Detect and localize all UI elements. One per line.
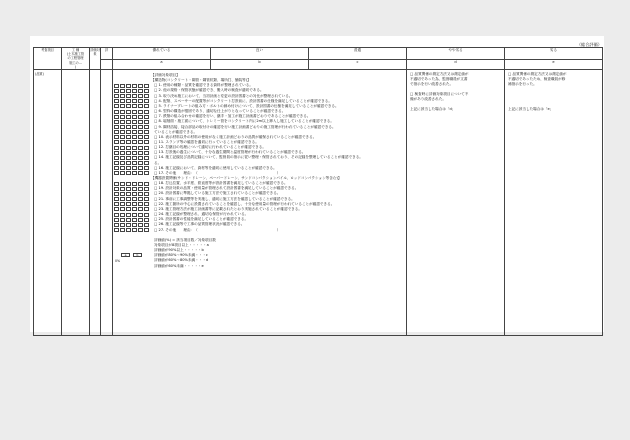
evaluation-checkbox[interactable]	[132, 84, 137, 88]
evaluation-checkbox[interactable]	[120, 213, 125, 217]
evaluation-checkbox[interactable]	[138, 182, 143, 186]
scoring-line: 評価値が90%以上・・・・・b	[154, 248, 204, 253]
criteria-item: □ 2. 他の規格・保管状態が確認でき、搬入時の検査が適切である。	[154, 88, 264, 93]
evaluation-checkbox[interactable]	[120, 156, 125, 160]
evaluation-checkbox[interactable]	[114, 94, 119, 98]
grade-below: やや劣る	[407, 48, 505, 60]
grade-e-line: 補指示を行った。	[508, 82, 537, 87]
evaluation-checkbox[interactable]	[132, 161, 137, 165]
evaluation-checkbox[interactable]	[114, 213, 119, 217]
evaluation-checkbox[interactable]	[144, 151, 149, 155]
evaluation-checkbox[interactable]	[132, 151, 137, 155]
evaluation-checkbox[interactable]	[114, 192, 119, 196]
row-label: (品質)	[35, 72, 44, 77]
evaluation-checkbox[interactable]	[126, 207, 131, 211]
evaluation-checkbox[interactable]	[138, 89, 143, 93]
evaluation-checkbox[interactable]	[114, 151, 119, 155]
evaluation-checkbox[interactable]	[132, 130, 137, 134]
evaluation-checkbox[interactable]	[120, 187, 125, 191]
criteria-item: □ 23. 施工管理方法が施工計画書等に記載されたとおり実施されていることが確認できる。	[154, 206, 302, 211]
evaluation-checkbox[interactable]	[126, 182, 131, 186]
evaluation-checkbox[interactable]	[144, 202, 149, 206]
evaluation-checkbox[interactable]	[144, 84, 149, 88]
evaluation-checkbox[interactable]	[126, 171, 131, 175]
evaluation-checkbox[interactable]	[132, 218, 137, 222]
evaluation-checkbox[interactable]	[138, 192, 143, 196]
evaluation-checkbox[interactable]	[144, 213, 149, 217]
evaluation-checkbox[interactable]	[114, 187, 119, 191]
grade-avg: 普通	[309, 48, 407, 60]
grade-e-line: 不適切であったため、検査職員が修	[508, 77, 566, 82]
evaluation-checkbox[interactable]	[120, 197, 125, 201]
evaluation-checkbox[interactable]	[144, 218, 149, 222]
evaluation-checkbox[interactable]	[114, 228, 119, 232]
evaluation-checkbox[interactable]	[114, 130, 119, 134]
evaluation-checkbox[interactable]	[138, 130, 143, 134]
evaluation-checkbox[interactable]	[126, 197, 131, 201]
scoring-line: 評価値が80%～90%未満・・・c	[154, 253, 208, 258]
grade-bad: 劣る	[505, 48, 603, 60]
evaluation-checkbox[interactable]	[144, 135, 149, 139]
evaluation-checkbox[interactable]	[144, 115, 149, 119]
evaluation-checkbox[interactable]	[126, 115, 131, 119]
criteria-item: □ 11. スランプ等の確認を適切に行っていることが確認できる。	[154, 139, 259, 144]
evaluation-checkbox[interactable]	[114, 207, 119, 211]
level-c: c	[309, 60, 407, 70]
evaluation-checkbox[interactable]	[120, 140, 125, 144]
header-category	[34, 48, 62, 70]
evaluation-checkbox[interactable]	[144, 140, 149, 144]
criteria-item: □ 24. 施工記録が整理され、適切な保管が行われている。	[154, 212, 249, 217]
evaluation-checkbox[interactable]	[126, 110, 131, 114]
row-work-type	[62, 70, 90, 336]
criteria-item: □ 6. 型枠の構造が強固であり、適切な仕上がりとなっていることが確認できる。	[154, 109, 286, 114]
evaluation-checkbox[interactable]	[120, 223, 125, 227]
evaluation-checkbox[interactable]	[120, 161, 125, 165]
criteria-item: □ 19. 設計対象の品質・使用量が管理されて設計図書を満足していることが確認できる。	[154, 186, 299, 191]
evaluation-checkbox[interactable]	[132, 120, 137, 124]
header-work-type	[62, 48, 90, 70]
evaluation-checkbox[interactable]	[120, 171, 125, 175]
row-category	[34, 70, 62, 336]
evaluation-checkbox[interactable]	[144, 110, 149, 114]
evaluation-checkbox[interactable]	[114, 197, 119, 201]
evaluation-checkbox[interactable]	[138, 84, 143, 88]
evaluation-checkbox[interactable]	[138, 223, 143, 227]
evaluation-checkbox[interactable]	[138, 187, 143, 191]
evaluation-checkbox[interactable]	[138, 197, 143, 201]
grade-d-criteria	[407, 70, 505, 336]
evaluation-checkbox[interactable]	[114, 104, 119, 108]
evaluation-checkbox[interactable]	[144, 125, 149, 129]
criteria-item: る。	[154, 160, 162, 165]
evaluation-checkbox[interactable]	[120, 99, 125, 103]
evaluation-checkbox[interactable]	[132, 146, 137, 150]
evaluation-checkbox[interactable]	[120, 151, 125, 155]
evaluation-checkbox[interactable]	[144, 104, 149, 108]
evaluation-checkbox[interactable]	[114, 171, 119, 175]
evaluation-table	[33, 47, 603, 336]
evaluation-checkbox[interactable]	[138, 115, 143, 119]
evaluation-checkbox[interactable]	[144, 99, 149, 103]
criteria-item: □ 25. 設計図書の性能を満足していることが確認できる。	[154, 217, 249, 222]
evaluation-checkbox[interactable]	[126, 151, 131, 155]
evaluation-checkbox[interactable]	[120, 125, 125, 129]
evaluation-checkbox[interactable]	[144, 223, 149, 227]
evaluation-checkbox[interactable]	[138, 166, 143, 170]
evaluation-checkbox[interactable]	[132, 89, 137, 93]
header-work-type-label: 工 種 (土木施工管 の工程管理 施工の... )	[66, 48, 85, 69]
row-eval	[101, 70, 113, 336]
criteria-item: □ 22. 施工箇所の中心に設置されていることを確認し、十分な使用量の管理が行われていることが確認できる。	[154, 201, 335, 206]
evaluation-checkbox[interactable]	[114, 125, 119, 129]
evaluation-checkbox[interactable]	[138, 207, 143, 211]
evaluation-checkbox[interactable]	[132, 197, 137, 201]
evaluation-checkbox[interactable]	[138, 171, 143, 175]
evaluation-checkbox[interactable]	[126, 228, 131, 232]
evaluation-checkbox[interactable]	[114, 218, 119, 222]
evaluation-checkbox[interactable]	[120, 120, 125, 124]
evaluation-checkbox[interactable]	[120, 115, 125, 119]
evaluation-checkbox[interactable]	[144, 130, 149, 134]
evaluation-checkbox[interactable]	[132, 125, 137, 129]
section-heading: 【機器設置関係(サンド・ドレーン、ペーパードレーン、サンドコンパクションパイル、ロッドコンパクション等含む)】	[151, 176, 342, 181]
evaluation-checkbox[interactable]	[120, 94, 125, 98]
level-d: d	[407, 60, 505, 70]
criteria-item: □ 18. 打込位置、水平度、鉛直度等が設計図書を満足していることが確認できる。	[154, 181, 288, 186]
criteria-item: □ 4. 配筋、スペーサーの配置等がコンクリート打設前に、設計図書の仕様を満足していることが確認できる。	[154, 98, 332, 103]
evaluation-checkbox[interactable]	[132, 223, 137, 227]
evaluation-checkbox[interactable]	[120, 228, 125, 232]
evaluation-checkbox[interactable]	[126, 218, 131, 222]
evaluation-checkbox[interactable]	[126, 125, 131, 129]
grade-good: 優れている	[113, 48, 211, 60]
evaluation-checkbox[interactable]	[114, 182, 119, 186]
evaluation-checkbox[interactable]	[120, 182, 125, 186]
level-e: e	[505, 60, 603, 70]
evaluation-checkbox[interactable]	[138, 110, 143, 114]
evaluation-checkbox[interactable]	[120, 135, 125, 139]
evaluation-checkbox[interactable]	[132, 94, 137, 98]
corner-note: （総合評価）	[576, 42, 602, 47]
criteria-cell	[113, 70, 407, 336]
evaluation-checkbox[interactable]	[138, 125, 143, 129]
criteria-item: □ 16. 施工記録において、資材等を適切に使用していることが確認できる。	[154, 165, 277, 170]
criteria-item: □ 1. 使用の種類・品質を確認できる資料が整理されている。	[154, 83, 253, 88]
evaluation-checkbox[interactable]	[126, 94, 131, 98]
evaluation-checkbox[interactable]	[138, 213, 143, 217]
evaluation-checkbox[interactable]	[126, 99, 131, 103]
criteria-item: □ 27. その他 理由：（ ）	[154, 227, 281, 232]
side-mark-percent: 0%	[115, 259, 121, 264]
criteria-item: □ 13. 打設後の養生について、十分な養生期間と温度管理が行われていることが確認できる。	[154, 150, 306, 155]
header-eval-value	[101, 60, 113, 70]
evaluation-checkbox[interactable]	[114, 89, 119, 93]
evaluation-checkbox[interactable]	[132, 104, 137, 108]
grade-d-line: □ 検査時に評価対象項目について不	[410, 92, 469, 97]
scoring-line: 評価値が60%～80%未満・・・d	[154, 258, 209, 263]
evaluation-checkbox[interactable]	[138, 202, 143, 206]
evaluation-checkbox[interactable]	[114, 146, 119, 150]
evaluation-checkbox[interactable]	[132, 228, 137, 232]
evaluation-checkbox[interactable]	[132, 213, 137, 217]
criteria-item: □ 21. 事前に工事調整等を実施し、適切に施工方法を確認していることが確認できる。	[154, 196, 295, 201]
criteria-item: ていることが確認できる。	[154, 129, 198, 134]
evaluation-checkbox[interactable]	[138, 218, 143, 222]
evaluation-checkbox[interactable]	[126, 135, 131, 139]
criteria-item: □ 9. 鋼材溶接、接合部品の取付けの確認を行い施工計画書どおりの施工管理が行われていることが確認できる。	[154, 124, 336, 129]
evaluation-checkbox[interactable]	[114, 140, 119, 144]
criteria-heading: 【評価対象項目】	[151, 73, 180, 78]
criteria-item: □ 17. その他 理由：（ ）	[154, 170, 281, 175]
section-heading: 【構造物(コンクリート・鋼管・鋼管杭類、場所打、舗装等)】	[151, 78, 251, 83]
evaluation-checkbox[interactable]	[144, 207, 149, 211]
evaluation-checkbox[interactable]	[138, 151, 143, 155]
evaluation-checkbox[interactable]	[120, 218, 125, 222]
evaluation-checkbox[interactable]	[120, 207, 125, 211]
checkbox-grid	[113, 70, 151, 335]
criteria-item: □ 12. 打継目の処理について適切に行われていることが確認できる。	[154, 145, 266, 150]
evaluation-checkbox[interactable]	[132, 135, 137, 139]
evaluation-checkbox[interactable]	[132, 187, 137, 191]
evaluation-checkbox[interactable]	[114, 161, 119, 165]
grade-d-text	[410, 72, 501, 112]
evaluation-checkbox[interactable]	[132, 207, 137, 211]
evaluation-checkbox[interactable]	[120, 130, 125, 134]
evaluation-checkbox[interactable]	[126, 192, 131, 196]
evaluation-checkbox[interactable]	[144, 166, 149, 170]
evaluation-checkbox[interactable]	[126, 166, 131, 170]
evaluation-checkbox[interactable]	[126, 89, 131, 93]
scoring-line: 対象項目が8項目以上・・・・・a	[154, 242, 209, 247]
criteria-item: □ 3. 取り決め施工において、当初計画と変更の設計図書との対比が整理されている。	[154, 93, 293, 98]
criteria-item: □ 26. 施工記録等で工事の品質管理状況が確認できる。	[154, 222, 245, 227]
evaluation-checkbox[interactable]	[132, 156, 137, 160]
evaluation-checkbox[interactable]	[138, 99, 143, 103]
evaluation-checkbox[interactable]	[114, 135, 119, 139]
evaluation-checkbox[interactable]	[138, 228, 143, 232]
evaluation-checkbox[interactable]	[138, 135, 143, 139]
evaluation-checkbox[interactable]	[120, 104, 125, 108]
evaluation-checkbox[interactable]	[126, 104, 131, 108]
header-eval: 評	[101, 48, 113, 60]
grade-d-line: □ 品質関係の測定方法又は測定値が	[410, 72, 469, 77]
evaluation-checkbox[interactable]	[120, 202, 125, 206]
evaluation-checkbox[interactable]	[114, 110, 119, 114]
evaluation-checkbox[interactable]	[126, 187, 131, 191]
grade-d-line: 備があり改善された。	[410, 97, 446, 102]
evaluation-checkbox[interactable]	[114, 115, 119, 119]
side-mark-b: b	[133, 253, 142, 257]
evaluation-checkbox[interactable]	[120, 84, 125, 88]
side-mark-a: a	[121, 253, 130, 257]
evaluation-checkbox[interactable]	[114, 84, 119, 88]
evaluation-checkbox[interactable]	[114, 120, 119, 124]
evaluation-checkbox[interactable]	[126, 120, 131, 124]
evaluation-checkbox[interactable]	[138, 161, 143, 165]
header-category-label: 考査項目	[41, 48, 54, 52]
grade-d-line: 不適切であった為、監督職員が文書	[410, 77, 468, 82]
evaluation-checkbox[interactable]	[120, 89, 125, 93]
scoring-line: 評価値が60%未満・・・・・e	[154, 263, 204, 268]
criteria-item: □ 14. 施工記録及び品質記録について、監督員の指示に従い整理・保管されており、その記録を整理していることが確認できる。	[154, 155, 363, 160]
evaluation-checkbox[interactable]	[132, 192, 137, 196]
evaluation-checkbox[interactable]	[144, 197, 149, 201]
evaluation-checkbox[interactable]	[144, 171, 149, 175]
criteria-item: □ 7. 鉄筋の組み合わせの確認を行い、継手・加工が施工計画書どおりであることが確認できる。	[154, 114, 311, 119]
evaluation-checkbox[interactable]	[126, 140, 131, 144]
grade-e-criteria	[505, 70, 603, 336]
evaluation-checkbox[interactable]	[144, 187, 149, 191]
evaluation-checkbox[interactable]	[132, 115, 137, 119]
criteria-item: □ 10. 表示材料以外の材料の使用がなく施工計画どおりの品質が確保されていることが確認できる。	[154, 134, 317, 139]
evaluation-checkbox[interactable]	[144, 94, 149, 98]
evaluation-checkbox[interactable]	[144, 156, 149, 160]
grade-fair: 良い	[211, 48, 309, 60]
evaluation-checkbox[interactable]	[138, 156, 143, 160]
evaluation-checkbox[interactable]	[144, 192, 149, 196]
evaluation-checkbox[interactable]	[120, 166, 125, 170]
evaluation-checkbox[interactable]	[132, 99, 137, 103]
evaluation-checkbox[interactable]	[144, 146, 149, 150]
grade-d-line: で指示を行い改善された。	[410, 82, 454, 87]
evaluation-checkbox[interactable]	[126, 223, 131, 227]
evaluation-checkbox[interactable]	[126, 130, 131, 134]
criteria-item: □ 8. 堀削面・施工面について、トレミー管をコンクリート内に2m以上挿入し施工していることが確認できる。	[154, 119, 334, 124]
evaluation-checkbox[interactable]	[126, 161, 131, 165]
evaluation-checkbox[interactable]	[144, 228, 149, 232]
evaluation-checkbox[interactable]	[120, 146, 125, 150]
row-target	[90, 70, 101, 336]
evaluation-checkbox[interactable]	[114, 99, 119, 103]
evaluation-checkbox[interactable]	[126, 84, 131, 88]
evaluation-checkbox[interactable]	[120, 110, 125, 114]
evaluation-checkbox[interactable]	[126, 213, 131, 217]
evaluation-checkbox[interactable]	[114, 202, 119, 206]
level-b: b	[211, 60, 309, 70]
level-a: a	[113, 60, 211, 70]
evaluation-checkbox[interactable]	[132, 202, 137, 206]
evaluation-checkbox[interactable]	[114, 166, 119, 170]
evaluation-checkbox[interactable]	[126, 156, 131, 160]
grade-e-text	[508, 72, 599, 112]
evaluation-checkbox[interactable]	[144, 161, 149, 165]
criteria-item: □ 5. ライナープレートの組み方・ボルトの締め付けについて、設計図書の仕様を満足していることが確認できる。	[154, 103, 339, 108]
evaluation-checkbox[interactable]	[126, 202, 131, 206]
evaluation-checkbox[interactable]	[138, 146, 143, 150]
evaluation-checkbox[interactable]	[132, 110, 137, 114]
evaluation-checkbox[interactable]	[132, 182, 137, 186]
evaluation-checkbox[interactable]	[138, 104, 143, 108]
grade-e-line: □ 品質関係の測定方法又は測定値が	[508, 72, 567, 77]
evaluation-checkbox[interactable]	[138, 140, 143, 144]
evaluation-checkbox[interactable]	[138, 120, 143, 124]
evaluation-checkbox[interactable]	[132, 166, 137, 170]
grade-e-line: 上記に該当した場合は「e」	[508, 107, 554, 112]
grade-d-line: 上記に該当した場合は「d」	[410, 107, 456, 112]
evaluation-checkbox[interactable]	[120, 192, 125, 196]
scoring-line: 評価値(%) = 該当項目数／対象項目数	[154, 237, 216, 242]
evaluation-checkbox[interactable]	[144, 89, 149, 93]
evaluation-checkbox[interactable]	[144, 120, 149, 124]
evaluation-checkbox[interactable]	[138, 94, 143, 98]
evaluation-checkbox[interactable]	[132, 171, 137, 175]
header-target: 評価対象	[90, 48, 101, 70]
evaluation-checkbox[interactable]	[126, 146, 131, 150]
criteria-item: □ 20. 設計図書に準拠している施工方法で施工されていることが確認できる。	[154, 191, 281, 196]
evaluation-checkbox[interactable]	[132, 140, 137, 144]
evaluation-checkbox[interactable]	[144, 182, 149, 186]
evaluation-checkbox[interactable]	[114, 156, 119, 160]
evaluation-checkbox[interactable]	[114, 223, 119, 227]
